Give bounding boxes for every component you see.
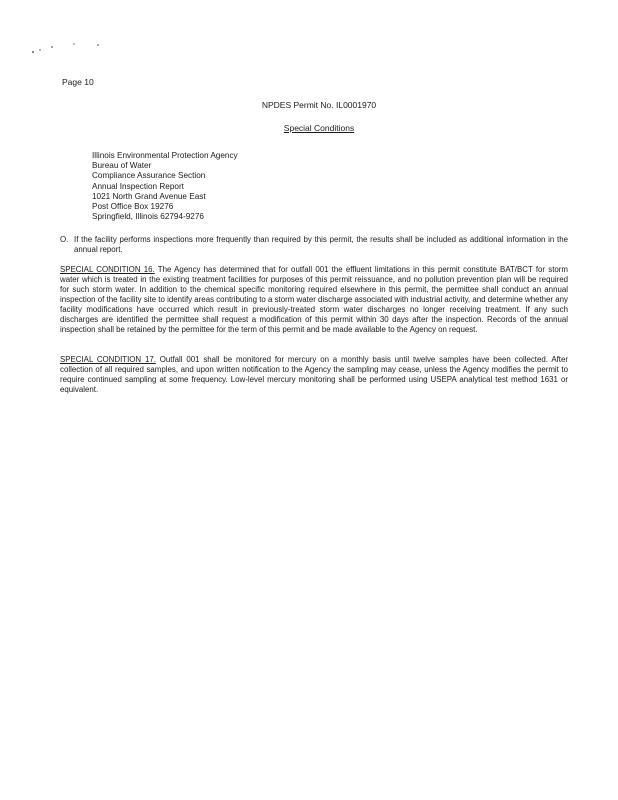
scan-specks <box>30 38 110 58</box>
special-condition-17-heading: SPECIAL CONDITION 17. <box>60 355 156 364</box>
special-condition-17 <box>60 355 568 395</box>
item-o <box>60 235 568 255</box>
item-o-text: If the facility performs inspections more frequently than required by this permit, the results shall be included as additional information in the annual report. <box>74 235 568 254</box>
item-o-marker: O. <box>60 235 69 244</box>
address-line: Springfield, Illinois 62794-9276 <box>92 212 204 222</box>
special-condition-16-text: The Agency has determined that for outfall 001 the effluent limitations in this permit constitute BAT/BCT for storm water which is treated in the existing treatment facilities for purposes of this permit reissuance, and no pollution prevention plan will be required for such storm water. In addition to the chemical specific monitoring required elsewhere in this permit, the permittee shall conduct an annual inspection of the facility site to identify areas contributing to a storm water discharge associated with industrial activity, and determine whether any facility modifications have occurred which result in previously-treated storm water discharges no longer receiving treatment. If any such discharges are identified the permittee shall request a modification of this permit within 30 days after the inspection. Records of the annual inspection shall be retained by the permittee for the term of this permit and be made available to the Agency on request. <box>60 265 568 334</box>
section-title: Special Conditions <box>283 123 355 133</box>
address-line: Illinois Environmental Protection Agency <box>92 151 238 160</box>
address-line: Compliance Assurance Section <box>92 171 206 181</box>
address-line: 1021 North Grand Avenue East <box>92 191 206 201</box>
special-condition-16 <box>60 265 568 335</box>
permit-number: NPDES Permit No. IL0001970 <box>261 100 377 110</box>
address-line: Post Office Box 19276 <box>92 202 174 212</box>
page-number: Page 10 <box>62 77 94 87</box>
mailing-address <box>92 151 238 222</box>
address-line: Annual Inspection Report <box>92 181 184 191</box>
address-line: Bureau of Water <box>92 161 152 171</box>
special-condition-16-heading: SPECIAL CONDITION 16. <box>60 265 155 274</box>
special-condition-17-text: Outfall 001 shall be monitored for mercury on a monthly basis until twelve samples have been collected. After collection of all required samples, and upon written notification to the Agency the sampling may cease, unless the Agency modifies the permit to require continued sampling at some frequency. Low-level mercury monitoring shall be performed using USEPA analytical test method 1631 or equivalent. <box>60 355 568 394</box>
